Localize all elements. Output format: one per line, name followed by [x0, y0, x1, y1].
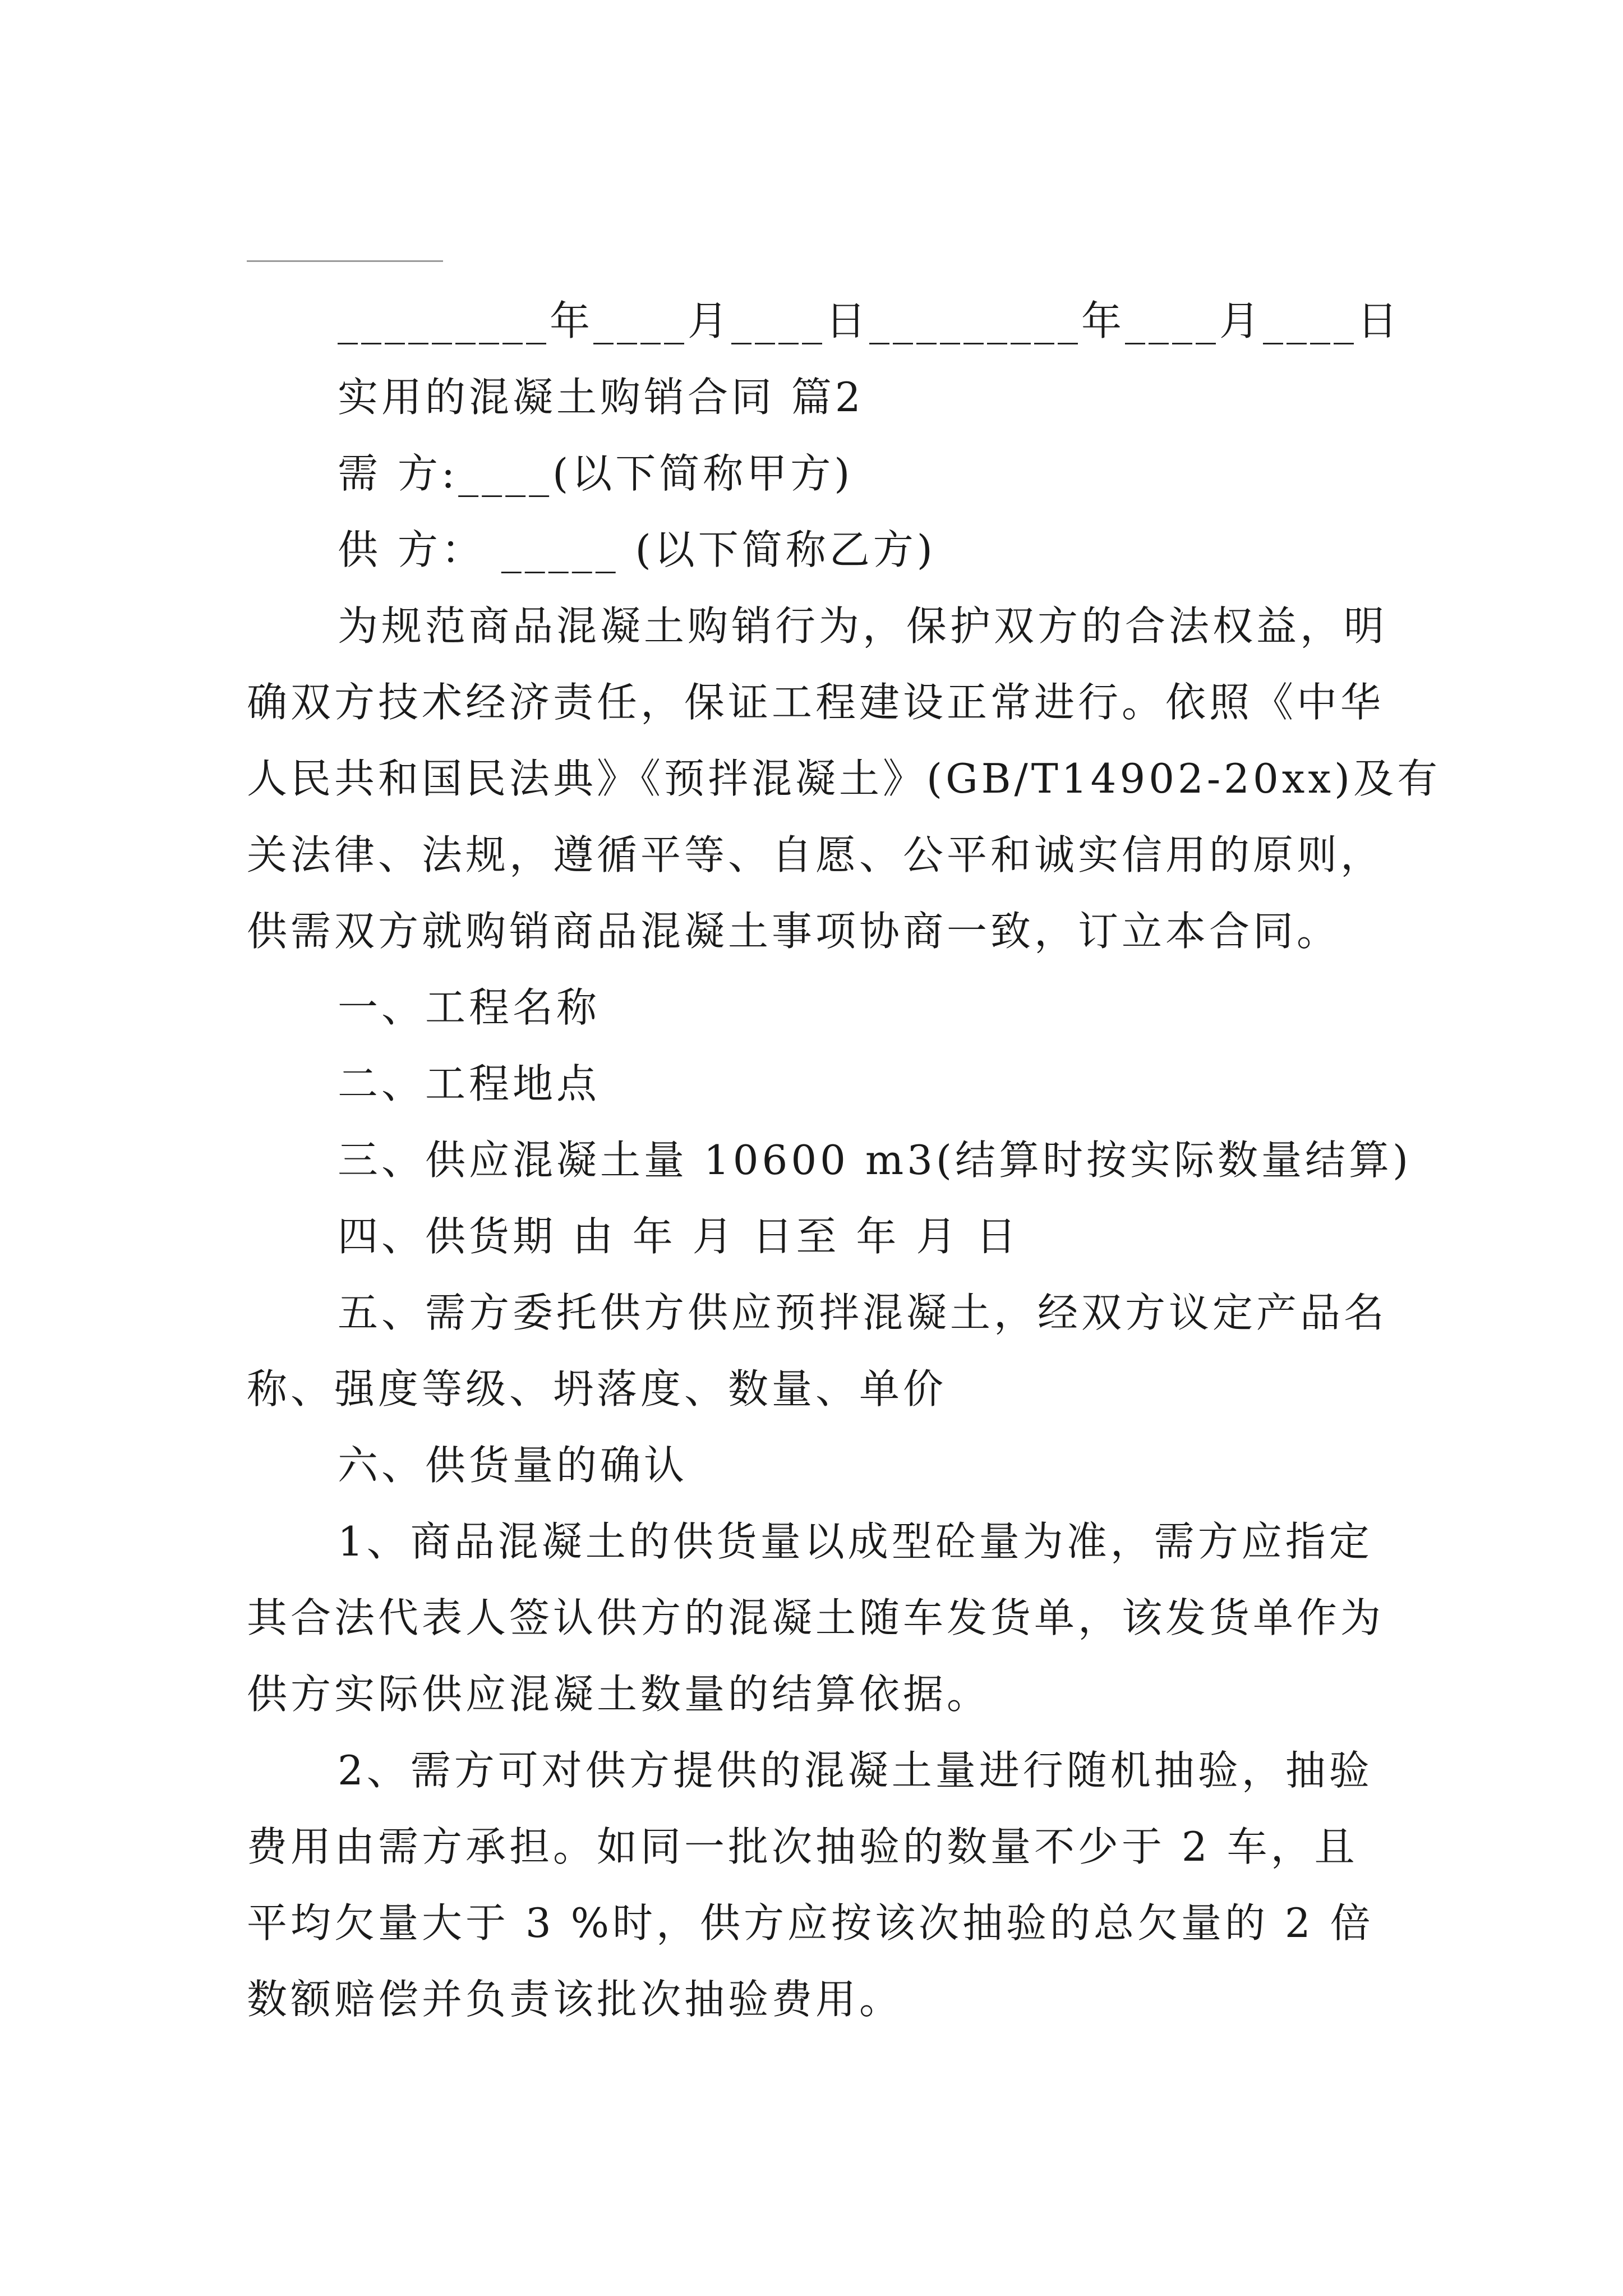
clause-supply-quantity: 三、供应混凝土量 10600 m3(结算时按实际数量结算) [338, 1137, 1412, 1184]
contract-title: 实用的混凝土购销合同 篇2 [338, 374, 864, 421]
preamble-line: 供需双方就购销商品混凝土事项协商一致，订立本合同。 [247, 908, 1341, 955]
signature-dates: _________年____月____日_________年____月____日 [338, 297, 1401, 344]
preamble-line: 关法律、法规，遵循平等、自愿、公平和诚实信用的原则， [247, 831, 1385, 878]
preamble-line: 为规范商品混凝土购销行为，保护双方的合法权益，明 [338, 602, 1388, 650]
subclause-1-line: 其合法代表人签认供方的混凝土随车发货单，该发货单作为 [247, 1594, 1385, 1641]
preamble-line: 确双方技术经济责任，保证工程建设正常进行。依照《中华 [247, 679, 1385, 726]
clause-project-name: 一、工程名称 [338, 984, 601, 1031]
clause-product-spec: 五、需方委托供方供应预拌混凝土，经双方议定产品名 [338, 1289, 1388, 1336]
subclause-1-line: 供方实际供应混凝土数量的结算依据。 [247, 1671, 991, 1718]
clause-product-spec: 称、强度等级、坍落度、数量、单价 [247, 1365, 947, 1412]
clause-supply-period: 四、供货期 由 年 月 日至 年 月 日 [338, 1213, 1020, 1260]
subclause-2-line: 数额赔偿并负责该批次抽验费用。 [247, 1976, 903, 2023]
preamble-line: 人民共和国民法典》《预拌混凝土》(GB/T14902-20xx)及有 [247, 755, 1441, 802]
subclause-2-line: 费用由需方承担。如同一批次抽验的数量不少于 2 车，且 [247, 1823, 1358, 1870]
subclause-2-line: 2、需方可对供方提供的混凝土量进行随机抽验，抽验 [338, 1747, 1373, 1794]
seller-line: 供 方： _____ (以下简称乙方) [338, 526, 936, 573]
clause-project-location: 二、工程地点 [338, 1060, 601, 1107]
clause-quantity-confirmation: 六、供货量的确认 [338, 1442, 688, 1489]
buyer-line: 需 方:____(以下简称甲方) [338, 450, 854, 497]
top-rule [247, 260, 443, 262]
subclause-1-line: 1、商品混凝土的供货量以成型砼量为准，需方应指定 [338, 1518, 1373, 1565]
subclause-2-line: 平均欠量大于 3 %时，供方应按该次抽验的总欠量的 2 倍 [247, 1899, 1374, 1947]
